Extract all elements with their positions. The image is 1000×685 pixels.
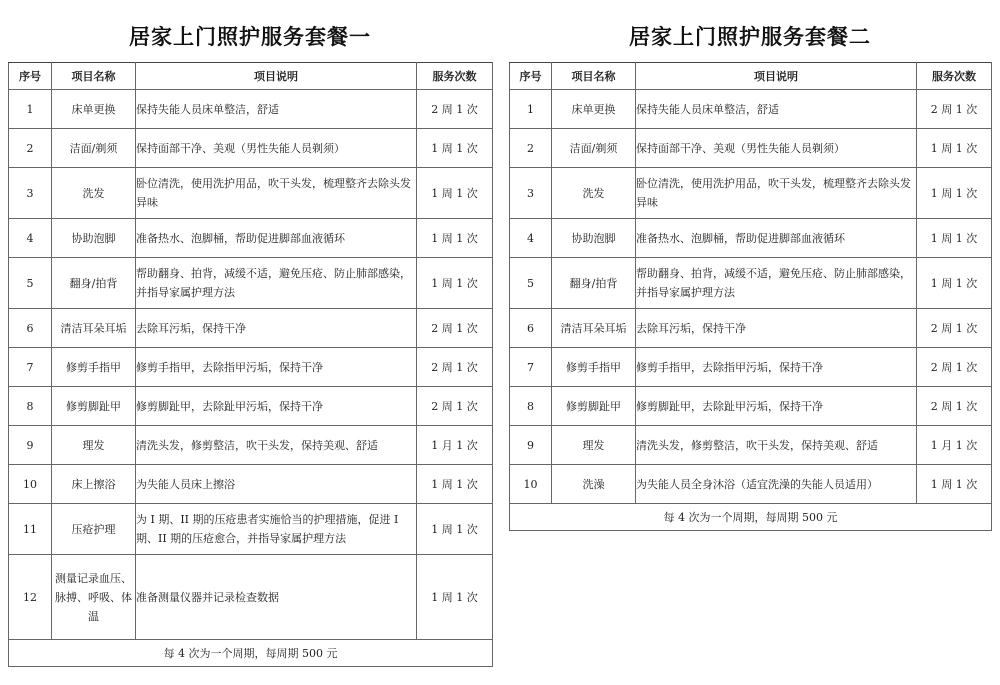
row-freq: 1 周 1 次 [917, 219, 992, 258]
package-two-panel [509, 0, 991, 531]
row-name: 清洁耳朵耳垢 [52, 309, 136, 348]
row-freq: 1 周 1 次 [917, 465, 992, 504]
table-row [510, 219, 992, 258]
table-row [9, 555, 493, 640]
row-name: 修剪脚趾甲 [52, 387, 136, 426]
header-desc: 项目说明 [636, 63, 917, 90]
row-name: 洗澡 [552, 465, 636, 504]
table-row [9, 387, 493, 426]
row-number: 6 [510, 309, 552, 348]
table-row [510, 309, 992, 348]
row-freq: 1 周 1 次 [917, 168, 992, 219]
table-header-row [510, 63, 992, 90]
row-desc: 修剪脚趾甲，去除趾甲污垢，保持干净 [636, 387, 917, 426]
row-name: 协助泡脚 [552, 219, 636, 258]
row-freq: 1 月 1 次 [917, 426, 992, 465]
row-number: 8 [510, 387, 552, 426]
row-desc: 修剪脚趾甲，去除趾甲污垢，保持干净 [136, 387, 417, 426]
row-name: 压疮护理 [52, 504, 136, 555]
row-name: 测量记录血压、脉搏、呼吸、体温 [52, 555, 136, 640]
table-row [9, 219, 493, 258]
row-number: 1 [510, 90, 552, 129]
row-number: 2 [9, 129, 52, 168]
row-freq: 1 周 1 次 [917, 258, 992, 309]
row-number: 4 [510, 219, 552, 258]
header-freq: 服务次数 [417, 63, 493, 90]
row-name: 床单更换 [52, 90, 136, 129]
row-freq: 1 周 1 次 [417, 465, 493, 504]
row-number: 6 [9, 309, 52, 348]
row-desc: 保持失能人员床单整洁，舒适 [136, 90, 417, 129]
row-desc: 准备热水、泡脚桶，帮助促进脚部血液循环 [636, 219, 917, 258]
row-freq: 1 周 1 次 [917, 129, 992, 168]
table-row [9, 465, 493, 504]
row-desc: 清洗头发，修剪整洁，吹干头发，保持美观、舒适 [136, 426, 417, 465]
row-number: 12 [9, 555, 52, 640]
row-desc: 保持面部干净、美观（男性失能人员剃须） [136, 129, 417, 168]
row-freq: 2 周 1 次 [417, 90, 493, 129]
row-name: 修剪脚趾甲 [552, 387, 636, 426]
row-desc: 修剪手指甲，去除指甲污垢，保持干净 [136, 348, 417, 387]
service-table [8, 62, 493, 667]
table-row [9, 168, 493, 219]
row-freq: 2 周 1 次 [917, 90, 992, 129]
header-name: 项目名称 [52, 63, 136, 90]
footer-row [510, 504, 992, 531]
row-name: 清洁耳朵耳垢 [552, 309, 636, 348]
row-freq: 2 周 1 次 [917, 309, 992, 348]
row-desc: 准备热水、泡脚桶，帮助促进脚部血液循环 [136, 219, 417, 258]
row-name: 修剪手指甲 [52, 348, 136, 387]
package-title: 居家上门照护服务套餐二 [629, 25, 871, 49]
table-row [9, 426, 493, 465]
row-desc: 保持面部干净、美观（男性失能人员剃须） [636, 129, 917, 168]
row-name: 修剪手指甲 [552, 348, 636, 387]
table-header-row [9, 63, 493, 90]
table-row [510, 387, 992, 426]
header-freq: 服务次数 [917, 63, 992, 90]
row-freq: 2 周 1 次 [417, 309, 493, 348]
row-desc: 去除耳污垢，保持干净 [636, 309, 917, 348]
table-row [510, 258, 992, 309]
row-number: 10 [9, 465, 52, 504]
row-freq: 2 周 1 次 [417, 348, 493, 387]
row-name: 洁面/剃须 [552, 129, 636, 168]
row-number: 3 [9, 168, 52, 219]
row-number: 4 [9, 219, 52, 258]
row-freq: 1 周 1 次 [417, 219, 493, 258]
row-freq: 1 周 1 次 [417, 129, 493, 168]
row-name: 翻身/拍背 [52, 258, 136, 309]
header-seq: 序号 [9, 63, 52, 90]
package-price-note: 每 4 次为一个周期，每周期 500 元 [9, 640, 493, 667]
row-desc: 为 I 期、II 期的压疮患者实施恰当的护理措施，促进 I 期、II 期的压疮愈合，并指导家属护理方法 [136, 504, 417, 555]
row-number: 5 [510, 258, 552, 309]
row-desc: 清洗头发，修剪整洁，吹干头发，保持美观、舒适 [636, 426, 917, 465]
table-row [510, 465, 992, 504]
row-desc: 修剪手指甲，去除指甲污垢，保持干净 [636, 348, 917, 387]
table-row [510, 129, 992, 168]
row-desc: 保持失能人员床单整洁，舒适 [636, 90, 917, 129]
row-freq: 1 月 1 次 [417, 426, 493, 465]
row-name: 洗发 [52, 168, 136, 219]
table-row [510, 348, 992, 387]
row-desc: 帮助翻身、拍背，减缓不适，避免压疮、防止肺部感染，并指导家属护理方法 [136, 258, 417, 309]
table-row [9, 258, 493, 309]
row-number: 7 [9, 348, 52, 387]
row-freq: 1 周 1 次 [417, 555, 493, 640]
row-name: 翻身/拍背 [552, 258, 636, 309]
table-row [9, 129, 493, 168]
row-number: 8 [9, 387, 52, 426]
table-row [510, 90, 992, 129]
row-desc: 为失能人员全身沐浴（适宜洗澡的失能人员适用） [636, 465, 917, 504]
row-desc: 准备测量仪器并记录检查数据 [136, 555, 417, 640]
row-number: 2 [510, 129, 552, 168]
row-number: 1 [9, 90, 52, 129]
table-row [9, 309, 493, 348]
header-desc: 项目说明 [136, 63, 417, 90]
footer-row [9, 640, 493, 667]
table-row [510, 426, 992, 465]
row-desc: 去除耳污垢，保持干净 [136, 309, 417, 348]
package-title: 居家上门照护服务套餐一 [129, 25, 371, 49]
row-freq: 1 周 1 次 [417, 504, 493, 555]
table-row [510, 168, 992, 219]
table-row [9, 348, 493, 387]
row-name: 床单更换 [552, 90, 636, 129]
row-number: 5 [9, 258, 52, 309]
row-number: 9 [510, 426, 552, 465]
row-freq: 2 周 1 次 [917, 348, 992, 387]
row-number: 3 [510, 168, 552, 219]
row-freq: 1 周 1 次 [417, 168, 493, 219]
row-desc: 帮助翻身、拍背，减缓不适，避免压疮、防止肺部感染，并指导家属护理方法 [636, 258, 917, 309]
row-name: 洗发 [552, 168, 636, 219]
table-row [9, 504, 493, 555]
row-freq: 2 周 1 次 [917, 387, 992, 426]
row-desc: 卧位清洗，使用洗护用品，吹干头发，梳理整齐去除头发异味 [636, 168, 917, 219]
row-desc: 卧位清洗，使用洗护用品，吹干头发，梳理整齐去除头发异味 [136, 168, 417, 219]
package-one-panel [8, 0, 492, 667]
package-price-note: 每 4 次为一个周期，每周期 500 元 [510, 504, 992, 531]
row-number: 10 [510, 465, 552, 504]
row-freq: 1 周 1 次 [417, 258, 493, 309]
row-name: 协助泡脚 [52, 219, 136, 258]
header-seq: 序号 [510, 63, 552, 90]
row-name: 理发 [552, 426, 636, 465]
row-number: 7 [510, 348, 552, 387]
row-number: 9 [9, 426, 52, 465]
row-number: 11 [9, 504, 52, 555]
row-desc: 为失能人员床上擦浴 [136, 465, 417, 504]
table-row [9, 90, 493, 129]
row-name: 床上擦浴 [52, 465, 136, 504]
row-freq: 2 周 1 次 [417, 387, 493, 426]
row-name: 洁面/剃须 [52, 129, 136, 168]
header-name: 项目名称 [552, 63, 636, 90]
service-table [509, 62, 992, 531]
row-name: 理发 [52, 426, 136, 465]
